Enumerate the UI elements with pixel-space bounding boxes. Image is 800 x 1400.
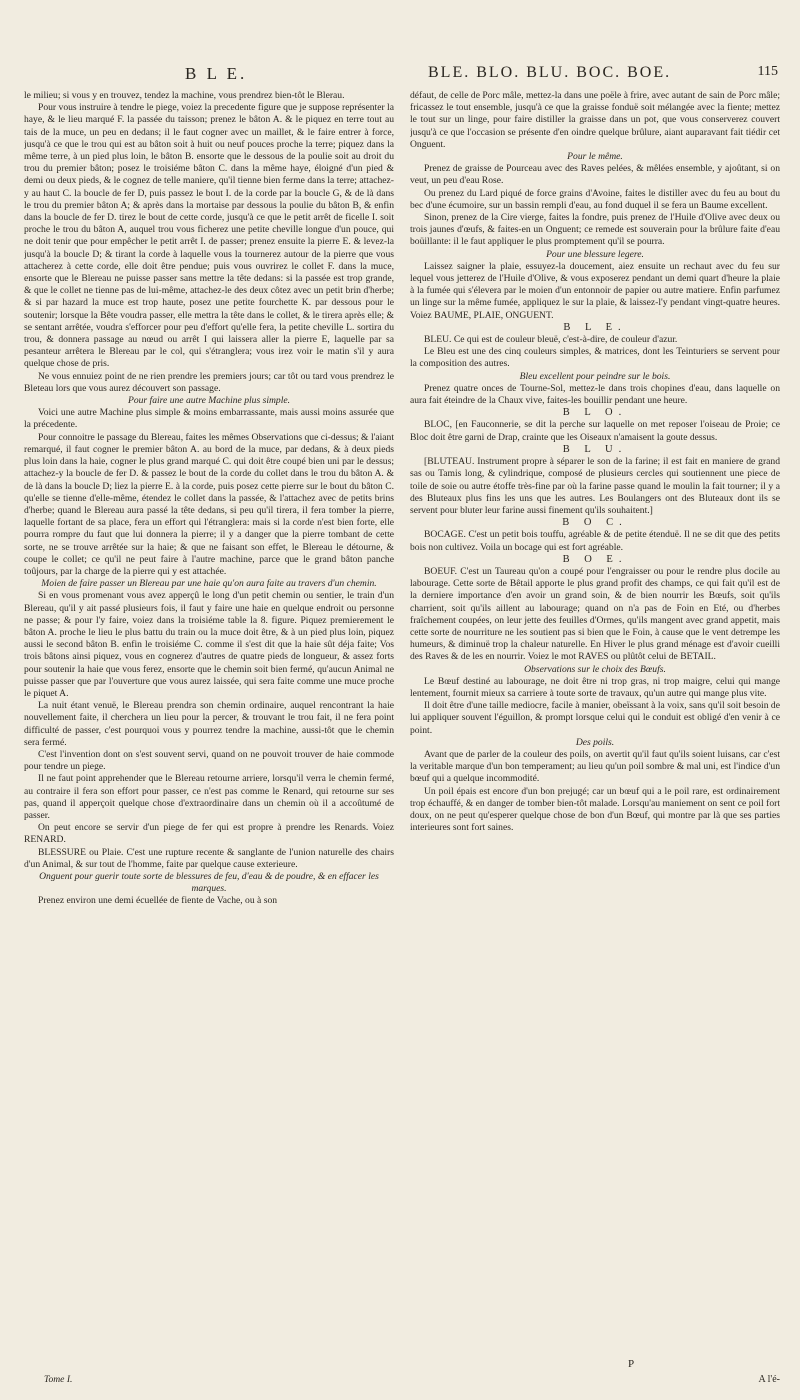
paragraph: Pour connoitre le passage du Blereau, faites les mêmes Observations que ci-dessus; & l'aiant remarqué, il faut cogner le premier bâton A. au bord de la muce, par dedans, & à deux pieds plus loin dans la haie, cogner le plus grand marqué C. qui doit être coupé bien uni par le dessus; attachez-y la boucle de fer D. & passez le bout de la corde du collet dans le trou du bâton A. & de là dans la boucle D; liez la pierre E. à la corde, puis posez cette pierre sur le bout du bâton C. qu'elle se tienne d'elle-même, étendez le collet dans la passée, & l'attachez avec de petits brins d'herbe; quand le Blereau aura passé la tête dedans, si peu qu'il tirera, il fera tomber la pierre, laquelle fortant de sa place, fera un effort qui l'étranglera: mais si la corde n'est bien forte, elle pourra rompre du faut que lui donnera la pierre; il y a danger que la pierre tombant de cette sorte, ne se trouve arrêtée sur la haie; & que ne faisant son effet, le Blereau le détourne, & coupe le collet; ce qu'il ne peut faire à l'autre machine, parce que le grand bâton panche toûjours, par la charge de la pierre qui y est attachée.	[24, 431, 394, 577]
section-subheading: Pour le même.	[567, 151, 623, 163]
paragraph: La nuit étant venuë, le Blereau prendra son chemin ordinaire, auquel rencontrant la haie nouvellement faite, il cherchera un lieu pour la percer, & trouvant le trou fait, il ne fera point difficulté de passer, c'est pourquoi vous y pourrez tendre la machine, aussi-tôt que le chemin sera fermé.	[24, 700, 394, 748]
entry-heading: B O C.	[562, 517, 628, 529]
paragraph: [BLUTEAU. Instrument propre à séparer le son de la farine; il est fait en maniere de grand sas ou Tamis long, & cylindrique, composé de plusieurs cercles qui soutiennent une piece de toile de soie ou autre étoffe très-fine par où la farine passe quand le moulin la fait tourner; il y a des Bluteaux plus fins les uns que les autres. Les Boulangers ont des Bluteaux dont ils se servent pour bluter leur farine aussi finement qu'ils souhaitent.]	[410, 456, 780, 516]
section-subheading: Pour faire une autre Machine plus simple.	[127, 395, 291, 407]
paragraph: Si en vous promenant vous avez apperçû le long d'un petit chemin ou sentier, le train d'un Blereau, qu'il y ait passé plusieurs fois, il faut y faire une haie en quelque endroit ou personne ne passe; & pour l'y faire, voiez dans la troisiéme table la 8. figure. Piquez premierement le bâton A. proche le lieu le plus battu du train ou la muce doit être, & à un pied plus loin, piquez aussi le second bâton B. enfin le troisiéme C. comme il s'est dit que la haie sût déja faite; Vos trois bâtons ainsi piquez, vous en cognerez d'autres de quatre pieds de longueur, & assez forts pour soutenir la haie que vous ferez, ensorte que le chemin soit bien fermé, qu'aucun Animal ne puisse passer que par l'ouverture que vous aurez laissée, qui sera faite comme une muce proche le piquet A.	[24, 590, 394, 699]
section-subheading: Pour une blessure legere.	[546, 248, 644, 260]
paragraph: BOEUF. C'est un Taureau qu'on a coupé pour l'engraisser ou pour le rendre plus docile au labourage. Cette sorte de Bêtail apporte le plus grand profit des champs, ce qui fait qu'il est de la derniere importance d'en avoir un grand soin, & de bien nourrir les Bœufs, soit qu'ils charrient, soit qu'ils aillent au labourage; quand on n'a pas de Foin en Eté, ou d'herbes fraîchement coupées, on leur jette des feuilles d'Ormes, qu'ils mangent avec grand appetit, mais cette sorte de nourriture ne les soutient pas si bien que le Foin, à cause que le vent detrempe les humeurs, & diminuë trop la chaleur naturelle. En Hiver le plus grand ménage est d'avoir cueilli des Raves & de les en nourrir. Voiez le mot RAVES ou plûtôt celui de BETAIL.	[410, 565, 780, 663]
paragraph: Prenez de graisse de Pourceau avec des Raves pelées, & mêlées ensemble, y ajoûtant, si on veut, un peu d'eau Rose.	[410, 163, 780, 187]
paragraph: BLESSURE ou Plaie. C'est une rupture recente & sanglante de l'union naturelle des chairs d'un Animal, & sur tout de l'homme, faite par quelque cause exterieure.	[24, 846, 394, 870]
paragraph: Pour vous instruire à tendre le piege, voiez la precedente figure que je suppose représenter la haye, & le lieu marqué F. la passée du taisson; prenez le bâton A. & le piquez en terre tout au tais de la muce, un peu en dedans; il le faut cogner avec un maillet, & le faire entrer à force, jusqu'à ce que le trou qui est au bâton soit à huit ou neuf pouces proche la terre; piquez dans la même terre, à un pied plus loin, le bâton B. ensorte que le dessous de la poulie soit au droit du trou du premier bâton; posez le troisiéme bâton C. dans la même haye, éloigné d'un pied & demi ou deux pieds, & le cognez de telle maniere, qu'il tienne bien ferme dans la terre; attachez-y au haut C. la boucle de fer D, puis passez le bout I. de la corde par la boucle G, & de là dans le trou du premier bâton A; & après dans la mortaise par dessous la poulie du bâton B, & enfin dans la boucle de fer D. tirez le bout de cette corde, jusqu'à ce que le petit arrêt de ficelle I. soit proche le trou du bâton A, auquel trou vous ficherez une petite cheville longue d'un pouce, qui ne doit tenir que pour empêcher le petit arrêt I. de passer; prenez ensuite la pierre E. & levez-la jusqu'à la boucle D; & tirant la corde à laquelle vous la tournerez autour de la pierre que vous attacherez à cette corde, elle doit être pendue; puis vous ouvrirez le collet F. dans la muce, ensorte que le Blereau ne puisse passer sans mettre la tête dedans: si la passée est trop grande, & que le collet ne tienne pas de lui-même, attachez-le des deux côtez avec un petit brin d'herbe; & si par hazard la muce est trop haute, posez une petite fourchette K. par dessous pour le soutenir; lorsque la Bête voudra passer, elle mettra la tête dans le collet, & le tirera après elle; & se sentant arrêtée, voudra s'efforcer pour peu d'effort qu'elle fera, la petite cheville L. sortira du trou, & donnera passage au nœud ou arrêt I qui laissera aller la pierre E, laquelle par sa pesanteur arrêtera le Blereau par le col, qui s'étranglera; vous irez voir le matin s'il y aura quelque chose de pris.	[24, 102, 394, 370]
paragraph: Ne vous ennuiez point de ne rien prendre les premiers jours; car tôt ou tard vous prendrez le Bleteau lors que vous aurez découvert son passage.	[24, 370, 394, 394]
paragraph: BOCAGE. C'est un petit bois touffu, agréable & de petite étenduë. Il ne se dit que des petits bois non cultivez. Voila un bocage qui est fort agréable.	[410, 529, 780, 553]
gathering-mark: P	[628, 1358, 635, 1370]
paragraph: Voici une autre Machine plus simple & moins embarrassante, mais aussi moins assurée que la précedente.	[24, 407, 394, 431]
paragraph: Le Bleu est une des cinq couleurs simples, & matrices, dont les Teinturiers se servent pour la composition des autres.	[410, 346, 780, 370]
paragraph: le milieu; si vous y en trouvez, tendez la machine, vous prendrez bien-tôt le Blerau.	[24, 90, 345, 101]
paragraph: Prenez quatre onces de Tourne-Sol, mettez-le dans trois chopines d'eau, dans laquelle on aura fait éteindre de la Chaux vive, faites-les bouillir pendant une heure.	[410, 382, 780, 407]
section-subheading: Bleu excellent pour peindre sur le bois.	[519, 370, 671, 382]
catchword: A l'é-	[758, 1374, 780, 1385]
section-subheading: Observations sur le choix des Bœufs.	[524, 663, 666, 675]
left-column-text	[24, 90, 394, 908]
running-head-right: BLE. BLO. BLU. BOC. BOE.	[428, 64, 672, 81]
paragraph: BLOC, [en Fauconnerie, se dit la perche sur laquelle on met reposer l'oiseau de Proie; ce Bloc doit être garni de Drap, crainte que les Oiseaux n'amaisent la goute dessus.	[410, 419, 780, 443]
right-column-text	[410, 90, 780, 834]
running-head-left: B L E.	[185, 64, 248, 83]
paragraph: Sinon, prenez de la Cire vierge, faites la fondre, puis prenez de l'Huile d'Olive avec deux ou trois jaunes d'œufs, & faites-en un Onguent; ce remede est souverain pour la brûlure faite d'eau boüillante: il le faut appliquer le plus promptement qu'il se pourra.	[410, 212, 780, 248]
section-subheading: Des poils.	[575, 736, 615, 748]
volume-signature: Tome I.	[44, 1374, 73, 1385]
paragraph: Le Bœuf destiné au labourage, ne doit être ni trop gras, ni trop maigre, celui qui mange lentement, fournit mieux sa carriere à toute sorte de travaux, qu'un autre qui mange plus vite.	[410, 675, 780, 699]
left-column	[24, 62, 394, 908]
paragraph: On peut encore se servir d'un piege de fer qui est propre à prendre les Renards. Voiez RENARD.	[24, 822, 394, 846]
paragraph: Il doit être d'une taille mediocre, facile à manier, obeïssant à la voix, sans qu'il soit besoin de lui appliquer souvent l'éguillon, & prompt lorsque celui qui le conduit est obligé d'en venir à ce point.	[410, 700, 780, 736]
paragraph: Prenez environ une demi écuellée de fiente de Vache, ou à son	[38, 895, 278, 907]
page-number: 115	[757, 64, 778, 79]
paragraph: Ou prenez du Lard piqué de force grains d'Avoine, faites le distiller avec du feu au bout du bec d'une écumoire, sur un bassin rempli d'eau, au fond duquel il se fera un Baume excellent.	[410, 187, 780, 211]
paragraph: C'est l'invention dont on s'est souvent servi, quand on ne pouvoit trouver de haie commode pour tendre un piege.	[24, 748, 394, 773]
section-subheading: Moien de faire passer un Blereau par une haie qu'on aura faite au travers d'un chemin.	[41, 578, 377, 590]
paragraph: Il ne faut point apprehender que le Blereau retourne arriere, lorsqu'il verra le chemin fermé, au contraire il fera son effort pour passer, ce n'est pas comme le Renard, qui retourne sur ses pas, quand il apperçoit quelque chose d'extraordinaire dans un chemin où il a accoûtumé de passer.	[24, 773, 394, 821]
entry-heading: B L E.	[563, 321, 627, 333]
paragraph: Un poil épais est encore d'un bon prejugé; car un bœuf qui a le poil rare, est ordinairement trop échauffé, & en danger de tomber bien-tôt malade. Lorsqu'au maniement on sent ce poil fort doux, on ne peut qu'esperer quelque chose de bon d'un Bœuf, qui montre par là que ses parties interieures sont fort saines.	[410, 785, 780, 834]
entry-heading: B L O.	[562, 407, 628, 419]
paragraph: Laissez saigner la plaie, essuyez-la doucement, aiez ensuite un rechaut avec du feu sur lequel vous jetterez de l'Huile d'Olive, & vous exposerez pendant un demi quart d'heure la plaie à la fumée qui s'élevera par le moien d'un entonnoir de papier ou autre matiere. Enfin parfumez un linge sur la même fumée, appliquez le sur la plaie, & laissez-l'y pendant vingt-quatre heures. Voiez BAUME, PLAIE, ONGUENT.	[410, 260, 780, 321]
paragraph: défaut, de celle de Porc mâle, mettez-la dans une poële à frire, avec autant de sain de Porc mâle; fricassez le tout ensemble, jusqu'à ce que la graisse fonduë soit mélangée avec la fiente; mettez le tout sur un linge, pour faire distiller la graisse dans un pot, que vous conserverez couvert jusqu'à ce que l'occasion se présente d'en oindre quelque brûlure, aiant auparavant fait tiédir cet Onguent.	[410, 90, 780, 150]
entry-heading: B O E.	[562, 553, 628, 565]
paragraph: Avant que de parler de la couleur des poils, on avertit qu'il faut qu'ils soient luisans, car c'est la veritable marque d'un bon temperament; au lieu qu'un poil sombre & mal uni, est l'indice d'un bœuf qui a quelque incommodité.	[410, 748, 780, 785]
paragraph: BLEU. Ce qui est de couleur bleuë, c'est-à-dire, de couleur d'azur.	[424, 334, 678, 346]
right-column	[410, 62, 780, 834]
section-subheading: Onguent pour guerir toute sorte de blessures de feu, d'eau & de poudre, & en effacer les marques.	[39, 871, 379, 895]
entry-heading: B L U.	[562, 443, 628, 455]
